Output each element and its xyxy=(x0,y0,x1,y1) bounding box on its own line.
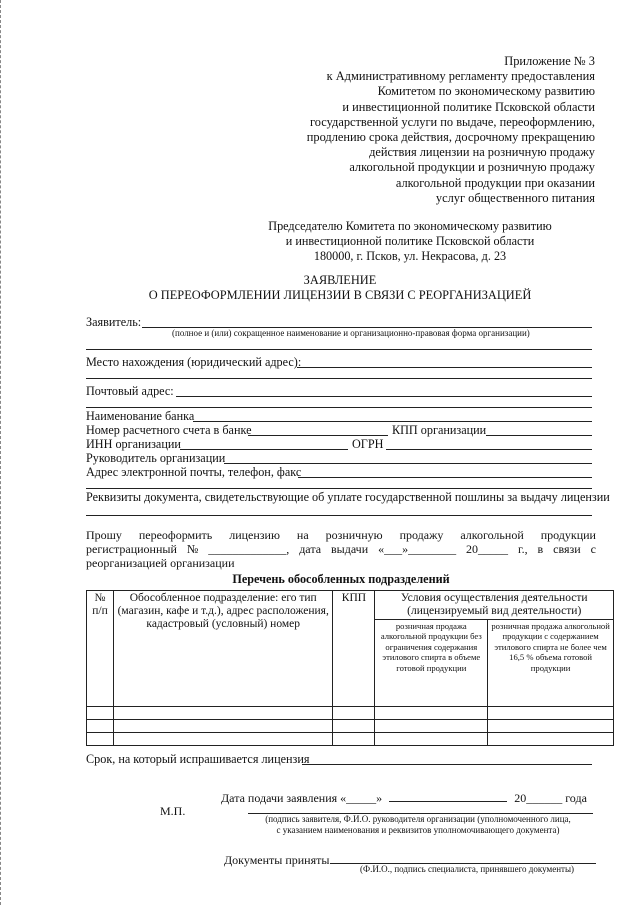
fee-docs-label: Реквизиты документа, свидетельствующие об уплате государственной пошлины за выдачу лицензии xyxy=(86,490,610,504)
term-field[interactable] xyxy=(302,764,592,765)
signature-hint xyxy=(248,814,588,836)
appendix-line: к Административному регламенту предоставления xyxy=(326,69,595,84)
request-word: дата xyxy=(299,542,322,556)
issue-year-field[interactable]: 20_____ xyxy=(466,542,509,556)
col-header-number: № п/п xyxy=(87,591,114,707)
request-line-2 xyxy=(86,542,596,556)
email-field[interactable] xyxy=(298,477,592,478)
addressee-block xyxy=(250,219,570,264)
ogrn-field[interactable] xyxy=(386,449,592,450)
request-word: с xyxy=(590,542,596,556)
submission-date-row xyxy=(221,790,587,806)
head-label: Руководитель организации xyxy=(86,451,226,465)
request-word: в xyxy=(537,542,544,556)
addressee-line: Председателю Комитета по экономическому развитию xyxy=(268,219,552,233)
appendix-line: действия лицензии на розничную продажу xyxy=(369,145,595,160)
applicant-label: Заявитель: xyxy=(86,315,142,329)
kpp-label: КПП организации xyxy=(392,423,487,437)
table-row[interactable] xyxy=(87,707,614,720)
units-table xyxy=(86,590,614,746)
request-word: на xyxy=(296,528,309,542)
scan-edge xyxy=(0,0,4,905)
title-line-2: О ПЕРЕОФОРМЛЕНИИ ЛИЦЕНЗИИ В СВЯЗИ С РЕОРГАНИЗАЦИЕЙ xyxy=(148,287,532,302)
postal-field-extra[interactable] xyxy=(86,407,592,408)
applicant-hint: (полное и (или) сокращенное наименование и организационно-правовая форма организации) xyxy=(172,328,530,338)
docs-accepted-label: Документы приняты xyxy=(224,853,330,867)
head-field[interactable] xyxy=(224,463,592,464)
col-header-without-limit: розничная продажа алкогольной продукции без ограничения содержания этилового спирта в объеме готовой продукции xyxy=(375,620,488,707)
email-field-extra[interactable] xyxy=(86,488,592,489)
fee-docs-field[interactable] xyxy=(86,515,592,516)
col-header-with-limit: розничная продажа алкогольной продукции с содержанием этилового спирта не более чем 16,5 % объема готовой продукции xyxy=(488,620,614,707)
request-word: выдачи xyxy=(331,542,369,556)
request-word: продажу xyxy=(399,528,444,542)
account-label: Номер расчетного счета в банке xyxy=(86,423,252,437)
submission-year: 20______ года xyxy=(514,791,587,805)
docs-accepted-hint: (Ф.И.О., подпись специалиста, принявшего документы) xyxy=(360,864,574,874)
location-field-extra[interactable] xyxy=(86,378,592,379)
submission-date-label: Дата подачи заявления «_____» xyxy=(221,791,383,805)
appendix-line: алкогольной продукции и розничную продажу xyxy=(349,160,595,175)
request-word: Прошу xyxy=(86,528,122,542)
signature-hint-line-2: с указанием наименования и реквизитов уполномочивающего документа) xyxy=(276,825,560,835)
request-line-3: реорганизацией организации xyxy=(86,556,235,570)
inn-label: ИНН организации xyxy=(86,437,181,451)
document-title xyxy=(60,273,620,302)
addressee-line: и инвестиционной политике Псковской области xyxy=(285,234,535,248)
request-word: г., xyxy=(518,542,528,556)
location-field[interactable] xyxy=(297,367,592,368)
issue-date-field[interactable]: «___»________ xyxy=(378,542,457,556)
table-row[interactable] xyxy=(87,733,614,746)
table-row[interactable] xyxy=(87,720,614,733)
col-header-unit: Обособленное подразделение: его тип (магазин, кафе и т.д.), адрес расположения, кадастровый (условный) номер xyxy=(113,591,333,707)
request-paragraph xyxy=(86,528,596,570)
appendix-header xyxy=(250,54,595,206)
appendix-line: алкогольной продукции при оказании xyxy=(395,175,595,190)
account-field[interactable] xyxy=(248,435,388,436)
bank-field[interactable] xyxy=(193,421,592,422)
kpp-field[interactable] xyxy=(486,435,592,436)
appendix-line: и инвестиционной политике Псковской области xyxy=(342,99,595,114)
request-word: связи xyxy=(553,542,581,556)
request-word: регистрационный xyxy=(86,542,177,556)
appendix-line: государственной услуги по выдаче, переоформлению, xyxy=(309,114,595,129)
appendix-line: услуг общественного питания xyxy=(435,190,595,205)
applicant-field-extra[interactable] xyxy=(86,349,592,350)
inn-field[interactable] xyxy=(180,449,348,450)
postal-field[interactable] xyxy=(176,396,592,397)
request-word: алкогольной xyxy=(460,528,524,542)
ogrn-label: ОГРН xyxy=(352,437,384,451)
appendix-line: Комитетом по экономическому развитию xyxy=(377,84,595,99)
email-label: Адрес электронной почты, телефон, факс xyxy=(86,465,302,479)
appendix-line: Приложение № 3 xyxy=(504,54,595,68)
submission-date-field[interactable] xyxy=(389,790,507,802)
request-word: № xyxy=(186,542,199,556)
bank-label: Наименование банка xyxy=(86,409,195,423)
stamp-place: М.П. xyxy=(160,804,186,818)
title-line-1: ЗАЯВЛЕНИЕ xyxy=(303,273,377,287)
term-label: Срок, на который испрашивается лицензия xyxy=(86,752,310,766)
postal-label: Почтовый адрес: xyxy=(86,384,174,398)
request-word: лицензию xyxy=(229,528,280,542)
addressee-line: 180000, г. Псков, ул. Некрасова, д. 23 xyxy=(313,249,507,263)
units-table-title: Перечень обособленных подразделений xyxy=(232,572,450,586)
request-word: переоформить xyxy=(138,528,213,542)
col-header-kpp: КПП xyxy=(333,591,375,707)
location-label: Место нахождения (юридический адрес): xyxy=(86,355,302,369)
request-word: продукции xyxy=(540,528,596,542)
col-header-conditions: Условия осуществления деятельности (лицензируемый вид деятельности) xyxy=(375,591,614,620)
appendix-line: продлению срока действия, досрочному прекращению xyxy=(306,130,595,145)
request-word: розничную xyxy=(325,528,383,542)
signature-hint-line-1: (подпись заявителя, Ф.И.О. руководителя организации (уполномоченного лица, xyxy=(265,814,571,824)
registration-number-field[interactable]: _____________, xyxy=(208,542,290,556)
request-line-1 xyxy=(86,528,596,542)
